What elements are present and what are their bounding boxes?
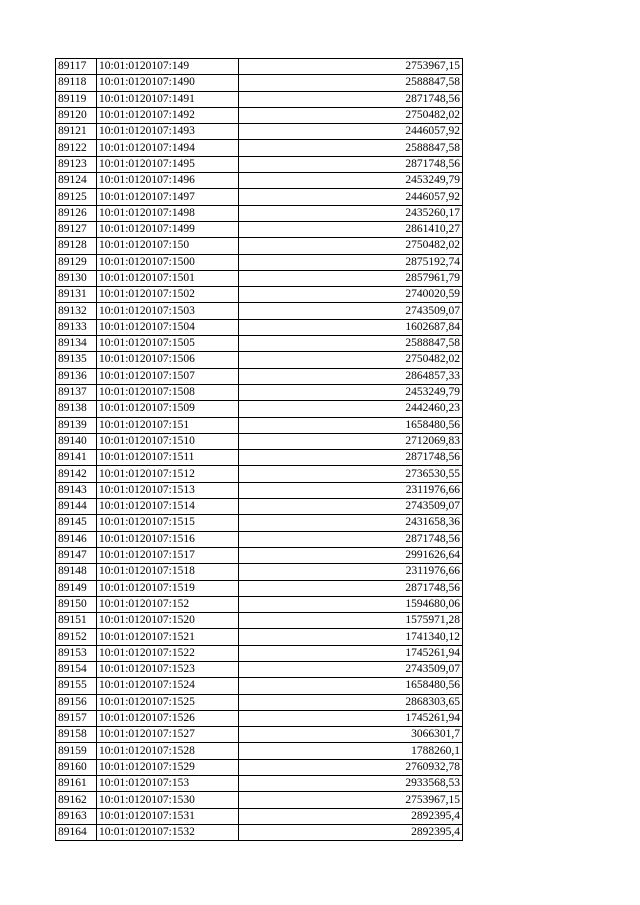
cadastral-value: 2875192,74 bbox=[239, 254, 463, 270]
cadastral-value: 2435260,17 bbox=[239, 205, 463, 221]
cadastral-value: 2933568,53 bbox=[239, 776, 463, 792]
table-row bbox=[56, 140, 463, 156]
table-row bbox=[56, 727, 463, 743]
row-number: 89154 bbox=[56, 661, 97, 677]
row-number: 89136 bbox=[56, 368, 97, 384]
row-number: 89129 bbox=[56, 254, 97, 270]
table-row bbox=[56, 368, 463, 384]
cadastral-value: 2892395,4 bbox=[239, 824, 463, 840]
cadastral-value: 2991626,64 bbox=[239, 547, 463, 563]
cadastral-value: 1602687,84 bbox=[239, 319, 463, 335]
table-row bbox=[56, 124, 463, 140]
cadastral-value: 2871748,56 bbox=[239, 580, 463, 596]
row-number: 89150 bbox=[56, 596, 97, 612]
row-number: 89126 bbox=[56, 205, 97, 221]
cadastral-value: 2311976,66 bbox=[239, 482, 463, 498]
row-number: 89148 bbox=[56, 564, 97, 580]
cadastral-number: 10:01:0120107:1500 bbox=[97, 254, 239, 270]
cadastral-number: 10:01:0120107:1516 bbox=[97, 531, 239, 547]
row-number: 89164 bbox=[56, 824, 97, 840]
cadastral-number: 10:01:0120107:1532 bbox=[97, 824, 239, 840]
cadastral-value: 2431658,36 bbox=[239, 515, 463, 531]
cadastral-value: 2753967,15 bbox=[239, 59, 463, 75]
cadastral-value: 2871748,56 bbox=[239, 450, 463, 466]
cadastral-number: 10:01:0120107:1494 bbox=[97, 140, 239, 156]
row-number: 89138 bbox=[56, 401, 97, 417]
cadastral-number: 10:01:0120107:1505 bbox=[97, 336, 239, 352]
cadastral-value: 2892395,4 bbox=[239, 808, 463, 824]
row-number: 89158 bbox=[56, 727, 97, 743]
cadastral-number: 10:01:0120107:1517 bbox=[97, 547, 239, 563]
cadastral-number: 10:01:0120107:1514 bbox=[97, 499, 239, 515]
table-row bbox=[56, 776, 463, 792]
row-number: 89152 bbox=[56, 629, 97, 645]
row-number: 89137 bbox=[56, 384, 97, 400]
row-number: 89146 bbox=[56, 531, 97, 547]
cadastral-value: 2588847,58 bbox=[239, 140, 463, 156]
table-row bbox=[56, 270, 463, 286]
table-row bbox=[56, 189, 463, 205]
cadastral-value: 2453249,79 bbox=[239, 173, 463, 189]
cadastral-number: 10:01:0120107:151 bbox=[97, 417, 239, 433]
table-row bbox=[56, 710, 463, 726]
cadastral-value: 2453249,79 bbox=[239, 384, 463, 400]
cadastral-number: 10:01:0120107:1527 bbox=[97, 727, 239, 743]
row-number: 89118 bbox=[56, 75, 97, 91]
table-row bbox=[56, 59, 463, 75]
row-number: 89132 bbox=[56, 303, 97, 319]
row-number: 89122 bbox=[56, 140, 97, 156]
cadastral-value: 1745261,94 bbox=[239, 710, 463, 726]
cadastral-value: 1575971,28 bbox=[239, 613, 463, 629]
row-number: 89145 bbox=[56, 515, 97, 531]
cadastral-number: 10:01:0120107:149 bbox=[97, 59, 239, 75]
table-row bbox=[56, 580, 463, 596]
cadastral-value: 2871748,56 bbox=[239, 91, 463, 107]
cadastral-number: 10:01:0120107:1496 bbox=[97, 173, 239, 189]
cadastral-number: 10:01:0120107:150 bbox=[97, 238, 239, 254]
row-number: 89127 bbox=[56, 221, 97, 237]
row-number: 89157 bbox=[56, 710, 97, 726]
cadastral-value: 3066301,7 bbox=[239, 727, 463, 743]
cadastral-value: 1741340,12 bbox=[239, 629, 463, 645]
table-row bbox=[56, 287, 463, 303]
row-number: 89149 bbox=[56, 580, 97, 596]
table-row bbox=[56, 678, 463, 694]
table-row bbox=[56, 336, 463, 352]
row-number: 89160 bbox=[56, 759, 97, 775]
cadastral-value: 2864857,33 bbox=[239, 368, 463, 384]
cadastral-number: 10:01:0120107:1512 bbox=[97, 466, 239, 482]
cadastral-number: 10:01:0120107:152 bbox=[97, 596, 239, 612]
cadastral-number: 10:01:0120107:1525 bbox=[97, 694, 239, 710]
cadastral-value: 2857961,79 bbox=[239, 270, 463, 286]
cadastral-number: 10:01:0120107:1507 bbox=[97, 368, 239, 384]
cadastral-number: 10:01:0120107:1504 bbox=[97, 319, 239, 335]
table-row bbox=[56, 515, 463, 531]
row-number: 89140 bbox=[56, 433, 97, 449]
cadastral-number: 10:01:0120107:1502 bbox=[97, 287, 239, 303]
cadastral-value: 2712069,83 bbox=[239, 433, 463, 449]
row-number: 89162 bbox=[56, 792, 97, 808]
cadastral-value: 2753967,15 bbox=[239, 792, 463, 808]
row-number: 89135 bbox=[56, 352, 97, 368]
cadastral-number: 10:01:0120107:1513 bbox=[97, 482, 239, 498]
cadastral-value-table bbox=[55, 58, 463, 841]
table-body bbox=[56, 59, 463, 841]
cadastral-value: 2750482,02 bbox=[239, 107, 463, 123]
cadastral-number: 10:01:0120107:1491 bbox=[97, 91, 239, 107]
table-row bbox=[56, 75, 463, 91]
cadastral-value: 2750482,02 bbox=[239, 352, 463, 368]
row-number: 89128 bbox=[56, 238, 97, 254]
table-row bbox=[56, 173, 463, 189]
table-row bbox=[56, 547, 463, 563]
row-number: 89151 bbox=[56, 613, 97, 629]
table-row bbox=[56, 466, 463, 482]
cadastral-value: 2868303,65 bbox=[239, 694, 463, 710]
table-row bbox=[56, 564, 463, 580]
row-number: 89163 bbox=[56, 808, 97, 824]
cadastral-number: 10:01:0120107:1493 bbox=[97, 124, 239, 140]
table-row bbox=[56, 629, 463, 645]
cadastral-value: 2588847,58 bbox=[239, 75, 463, 91]
cadastral-value: 1594680,06 bbox=[239, 596, 463, 612]
row-number: 89161 bbox=[56, 776, 97, 792]
table-row bbox=[56, 661, 463, 677]
table-row bbox=[56, 433, 463, 449]
table-row bbox=[56, 238, 463, 254]
cadastral-number: 10:01:0120107:1492 bbox=[97, 107, 239, 123]
row-number: 89123 bbox=[56, 156, 97, 172]
table-row bbox=[56, 792, 463, 808]
cadastral-value: 2760932,78 bbox=[239, 759, 463, 775]
cadastral-number: 10:01:0120107:1497 bbox=[97, 189, 239, 205]
table-row bbox=[56, 531, 463, 547]
cadastral-number: 10:01:0120107:1530 bbox=[97, 792, 239, 808]
table-row bbox=[56, 417, 463, 433]
row-number: 89121 bbox=[56, 124, 97, 140]
row-number: 89147 bbox=[56, 547, 97, 563]
table-row bbox=[56, 613, 463, 629]
cadastral-number: 10:01:0120107:1499 bbox=[97, 221, 239, 237]
cadastral-number: 10:01:0120107:1511 bbox=[97, 450, 239, 466]
cadastral-number: 10:01:0120107:153 bbox=[97, 776, 239, 792]
cadastral-number: 10:01:0120107:1508 bbox=[97, 384, 239, 400]
cadastral-value: 2743509,07 bbox=[239, 303, 463, 319]
table-row bbox=[56, 303, 463, 319]
row-number: 89139 bbox=[56, 417, 97, 433]
row-number: 89155 bbox=[56, 678, 97, 694]
cadastral-value: 1658480,56 bbox=[239, 678, 463, 694]
table-row bbox=[56, 499, 463, 515]
cadastral-value: 2743509,07 bbox=[239, 499, 463, 515]
cadastral-number: 10:01:0120107:1522 bbox=[97, 645, 239, 661]
table-row bbox=[56, 156, 463, 172]
cadastral-number: 10:01:0120107:1509 bbox=[97, 401, 239, 417]
table-row bbox=[56, 645, 463, 661]
table-row bbox=[56, 401, 463, 417]
cadastral-number: 10:01:0120107:1501 bbox=[97, 270, 239, 286]
table-row bbox=[56, 743, 463, 759]
table-row bbox=[56, 450, 463, 466]
table-row bbox=[56, 808, 463, 824]
row-number: 89144 bbox=[56, 499, 97, 515]
row-number: 89153 bbox=[56, 645, 97, 661]
cadastral-value: 1745261,94 bbox=[239, 645, 463, 661]
cadastral-number: 10:01:0120107:1515 bbox=[97, 515, 239, 531]
cadastral-number: 10:01:0120107:1528 bbox=[97, 743, 239, 759]
cadastral-value: 2446057,92 bbox=[239, 189, 463, 205]
cadastral-value: 2442460,23 bbox=[239, 401, 463, 417]
table-row bbox=[56, 254, 463, 270]
table-row bbox=[56, 824, 463, 840]
cadastral-number: 10:01:0120107:1518 bbox=[97, 564, 239, 580]
table-row bbox=[56, 205, 463, 221]
table-row bbox=[56, 694, 463, 710]
cadastral-number: 10:01:0120107:1519 bbox=[97, 580, 239, 596]
cadastral-value: 2588847,58 bbox=[239, 336, 463, 352]
cadastral-number: 10:01:0120107:1498 bbox=[97, 205, 239, 221]
cadastral-number: 10:01:0120107:1503 bbox=[97, 303, 239, 319]
table-row bbox=[56, 91, 463, 107]
cadastral-number: 10:01:0120107:1531 bbox=[97, 808, 239, 824]
cadastral-value: 1658480,56 bbox=[239, 417, 463, 433]
table-row bbox=[56, 107, 463, 123]
cadastral-number: 10:01:0120107:1495 bbox=[97, 156, 239, 172]
cadastral-value: 2871748,56 bbox=[239, 156, 463, 172]
table-row bbox=[56, 352, 463, 368]
table-row bbox=[56, 319, 463, 335]
row-number: 89130 bbox=[56, 270, 97, 286]
cadastral-value: 2736530,55 bbox=[239, 466, 463, 482]
cadastral-value: 2871748,56 bbox=[239, 531, 463, 547]
cadastral-value: 2861410,27 bbox=[239, 221, 463, 237]
table-row bbox=[56, 596, 463, 612]
table-row bbox=[56, 221, 463, 237]
cadastral-number: 10:01:0120107:1510 bbox=[97, 433, 239, 449]
cadastral-number: 10:01:0120107:1521 bbox=[97, 629, 239, 645]
row-number: 89134 bbox=[56, 336, 97, 352]
cadastral-value: 2446057,92 bbox=[239, 124, 463, 140]
cadastral-number: 10:01:0120107:1520 bbox=[97, 613, 239, 629]
table-row bbox=[56, 759, 463, 775]
row-number: 89131 bbox=[56, 287, 97, 303]
cadastral-number: 10:01:0120107:1529 bbox=[97, 759, 239, 775]
cadastral-value: 2743509,07 bbox=[239, 661, 463, 677]
cadastral-value: 2750482,02 bbox=[239, 238, 463, 254]
cadastral-number: 10:01:0120107:1526 bbox=[97, 710, 239, 726]
row-number: 89133 bbox=[56, 319, 97, 335]
row-number: 89117 bbox=[56, 59, 97, 75]
row-number: 89156 bbox=[56, 694, 97, 710]
table-row bbox=[56, 482, 463, 498]
cadastral-number: 10:01:0120107:1490 bbox=[97, 75, 239, 91]
cadastral-value: 2311976,66 bbox=[239, 564, 463, 580]
row-number: 89124 bbox=[56, 173, 97, 189]
row-number: 89119 bbox=[56, 91, 97, 107]
row-number: 89141 bbox=[56, 450, 97, 466]
cadastral-number: 10:01:0120107:1523 bbox=[97, 661, 239, 677]
cadastral-value: 1788260,1 bbox=[239, 743, 463, 759]
row-number: 89142 bbox=[56, 466, 97, 482]
row-number: 89125 bbox=[56, 189, 97, 205]
cadastral-value: 2740020,59 bbox=[239, 287, 463, 303]
row-number: 89120 bbox=[56, 107, 97, 123]
row-number: 89143 bbox=[56, 482, 97, 498]
row-number: 89159 bbox=[56, 743, 97, 759]
table-row bbox=[56, 384, 463, 400]
cadastral-number: 10:01:0120107:1506 bbox=[97, 352, 239, 368]
cadastral-number: 10:01:0120107:1524 bbox=[97, 678, 239, 694]
